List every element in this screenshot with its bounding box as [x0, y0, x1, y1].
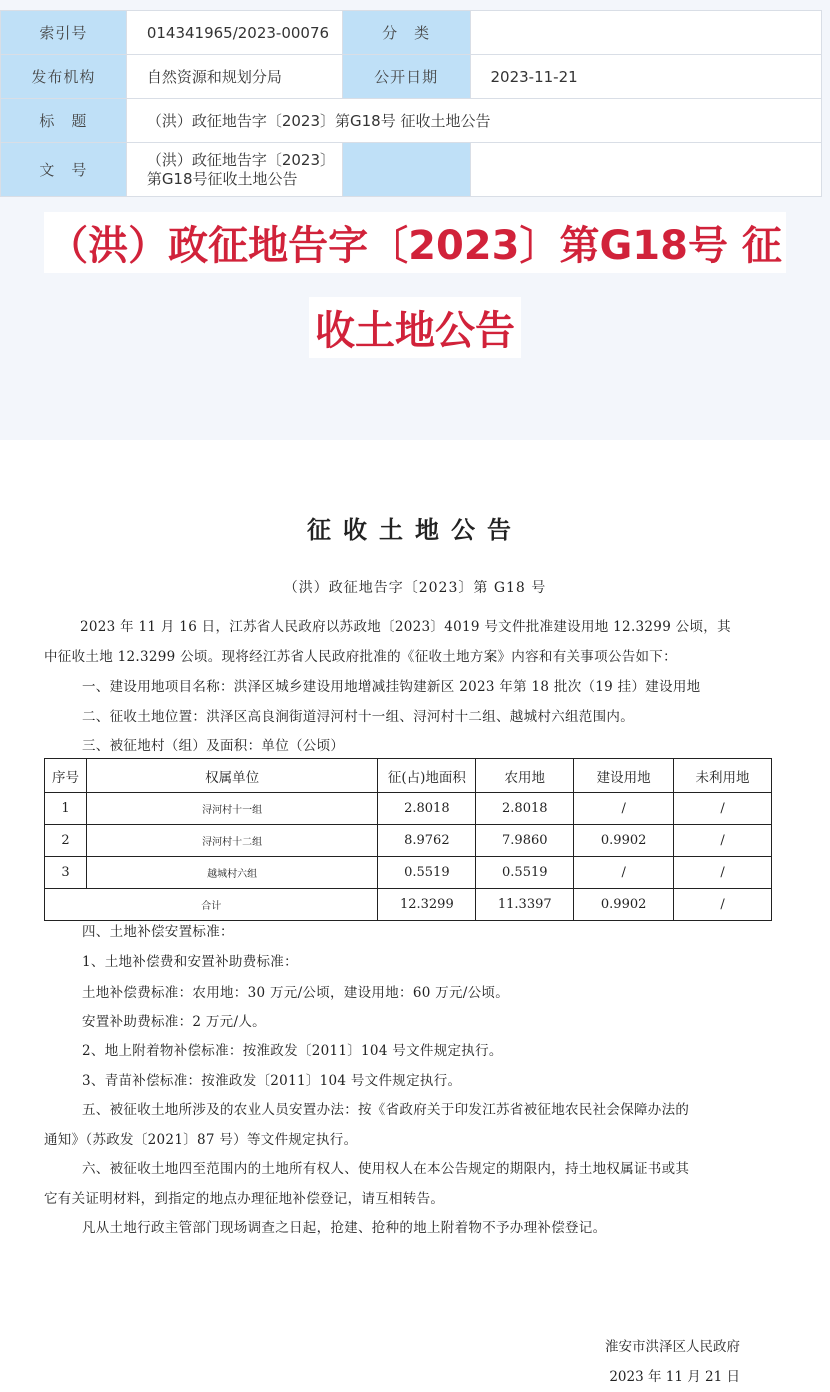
- table-cell: 0.9902: [574, 889, 674, 921]
- table-cell: 越城村六组: [86, 857, 377, 889]
- paragraph: 三、被征地村（组）及面积：单位（公顷）: [82, 738, 345, 754]
- index-label: 索引号: [1, 11, 127, 55]
- table-total-row: [45, 889, 772, 921]
- paragraph: 安置补助费标准：2 万元/人。: [82, 1014, 266, 1030]
- table-cell: /: [674, 825, 772, 857]
- paragraph: 2、地上附着物补偿标准：按淮政发〔2011〕104 号文件规定执行。: [82, 1043, 503, 1059]
- table-cell: /: [674, 793, 772, 825]
- docno-line2: 第G18号征收土地公告: [146, 169, 298, 188]
- paragraph: 通知》（苏政发〔2021〕87 号）等文件规定执行。: [44, 1132, 358, 1148]
- table-cell: 0.5519: [378, 857, 476, 889]
- table-cell: 0.5519: [476, 857, 574, 889]
- paragraph: 中征收土地 12.3299 公顷。现将经江苏省人民政府批准的《征收土地方案》内容和有关事项公告如下：: [44, 649, 677, 665]
- table-cell: 12.3299: [378, 889, 476, 921]
- table-header-row: [45, 759, 772, 793]
- paragraph: 四、土地补偿安置标准：: [82, 924, 234, 940]
- paragraph: 2023 年 11 月 16 日，江苏省人民政府以苏政地〔2023〕4019 号文件批准建设用地 12.3299 公顷，其: [80, 619, 731, 635]
- table-cell: 1: [45, 793, 87, 825]
- table-cell: /: [674, 857, 772, 889]
- title-label: 标 题: [1, 99, 127, 143]
- table-header: 征(占)地面积: [378, 759, 476, 793]
- document-page: [0, 440, 830, 1392]
- table-cell: 2: [45, 825, 87, 857]
- paragraph: 1、土地补偿费和安置补助费标准：: [82, 954, 298, 970]
- headline: [0, 212, 830, 358]
- date-label: 公开日期: [342, 55, 470, 99]
- paragraph: 一、建设用地项目名称：洪泽区城乡建设用地增减挂钩建新区 2023 年第 18 批次（19 挂）建设用地: [82, 679, 701, 695]
- table-header: 农用地: [476, 759, 574, 793]
- paragraph: 二、征收土地位置：洪泽区高良涧街道浔河村十一组、浔河村十二组、越城村六组范围内。: [82, 709, 634, 725]
- paragraph: 土地补偿费标准：农用地：30 万元/公顷，建设用地：60 万元/公顷。: [82, 985, 510, 1001]
- table-cell: 2.8018: [378, 793, 476, 825]
- table-cell: 0.9902: [574, 825, 674, 857]
- publisher-value: 自然资源和规划分局: [126, 55, 342, 99]
- table-cell: 7.9860: [476, 825, 574, 857]
- table-header: 权属单位: [86, 759, 377, 793]
- table-cell: 11.3397: [476, 889, 574, 921]
- empty-label: [342, 143, 470, 197]
- empty-value: [470, 143, 822, 197]
- paragraph: 六、被征收土地四至范围内的土地所有权人、使用权人在本公告规定的期限内，持土地权属证书或其: [82, 1161, 690, 1177]
- table-cell: 3: [45, 857, 87, 889]
- document-title: 征收土地公告: [307, 515, 523, 544]
- table-header: 建设用地: [574, 759, 674, 793]
- table-row: [45, 825, 772, 857]
- table-cell: 浔河村十一组: [86, 793, 377, 825]
- headline-line1: （洪）政征地告字〔2023〕第G18号 征: [44, 212, 786, 273]
- table-cell: 合计: [45, 889, 378, 921]
- paragraph: 它有关证明材料，到指定的地点办理征地补偿登记，请互相转告。: [44, 1191, 445, 1207]
- document-number: （洪）政征地告字〔2023〕第 G18 号: [283, 580, 547, 596]
- table-cell: /: [674, 889, 772, 921]
- docno-label: 文 号: [1, 143, 127, 197]
- category-value: [470, 11, 822, 55]
- paragraph: 凡从土地行政主管部门现场调查之日起，抢建、抢种的地上附着物不予办理补偿登记。: [82, 1220, 607, 1236]
- paragraph: 五、被征收土地所涉及的农业人员安置办法：按《省政府关于印发江苏省被征地农民社会保障办法的: [82, 1102, 690, 1118]
- table-header: 未利用地: [674, 759, 772, 793]
- publisher-label: 发布机构: [1, 55, 127, 99]
- sign-date: 2023 年 11 月 21 日: [609, 1369, 740, 1385]
- land-table: [44, 758, 772, 921]
- index-value: 014341965/2023-00076: [126, 11, 342, 55]
- signer: 淮安市洪泽区人民政府: [605, 1339, 740, 1355]
- docno-line1: （洪）政征地告字〔2023〕: [146, 150, 335, 169]
- table-cell: /: [574, 857, 674, 889]
- table-row: [45, 857, 772, 889]
- headline-line2: 收土地公告: [309, 297, 521, 358]
- docno-value: [126, 143, 342, 197]
- table-header: 序号: [45, 759, 87, 793]
- metadata-table: [0, 10, 822, 197]
- title-value: （洪）政征地告字〔2023〕第G18号 征收土地公告: [126, 99, 821, 143]
- paragraph: 3、青苗补偿标准：按淮政发〔2011〕104 号文件规定执行。: [82, 1073, 462, 1089]
- table-cell: /: [574, 793, 674, 825]
- date-value: 2023-11-21: [470, 55, 822, 99]
- table-cell: 8.9762: [378, 825, 476, 857]
- table-cell: 2.8018: [476, 793, 574, 825]
- table-row: [45, 793, 772, 825]
- table-cell: 浔河村十二组: [86, 825, 377, 857]
- category-label: 分 类: [342, 11, 470, 55]
